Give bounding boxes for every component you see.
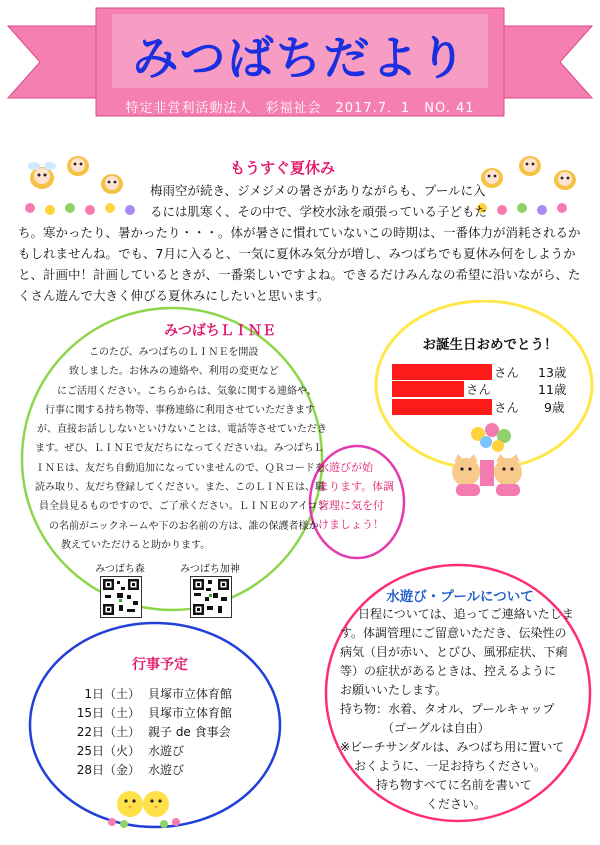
events-title: 行事予定: [132, 657, 188, 673]
water-play-note: [318, 458, 400, 534]
birthday-suffix: さん: [494, 400, 520, 415]
pool-line: 等）の症状があるときは、控えるように: [340, 664, 557, 678]
event-date: 15日（土）: [76, 706, 140, 720]
pool-line: す。体調管理にご留意いただき、伝染性の: [340, 626, 567, 640]
redacted-name: [392, 381, 464, 397]
summer-line: 梅雨空が続き、ジメジメの暑さがありながらも、プールに入: [150, 183, 486, 198]
line-body-line: の名前がニックネームや下のお名前の方は、誰の保護者様か: [49, 520, 319, 532]
pool-line: 日程については、追ってご連絡いたしま: [358, 607, 574, 621]
event-name: 水遊び: [148, 744, 185, 758]
pool-line: おくように、一足お持ちください。: [354, 759, 547, 773]
newsletter-title: みつばちだより: [132, 31, 468, 85]
pool-line: ください。: [426, 797, 487, 811]
qr-code-mori[interactable]: [100, 576, 142, 618]
pool-line: ※ビーチサンダルは、みつばち用に置いて: [340, 740, 565, 754]
birthday-title: お誕生日おめでとう！: [422, 337, 558, 353]
event-date: 25日（火）: [76, 744, 140, 758]
water-note-line: 水遊びが始: [318, 461, 373, 474]
redacted-name: [392, 364, 492, 380]
birthday-suffix: さん: [494, 365, 520, 380]
birthday-age: 13歳: [538, 365, 567, 380]
line-section-body: [35, 343, 328, 555]
water-note-line: まります。体調: [318, 480, 395, 493]
summer-line: もしれませんね。でも、7月に入ると、一気に夏休み気分が増し、みつばちでも夏休み何をしようか: [18, 246, 576, 261]
line-body-line: 読み取り、友だち登録してください。また、このＬＩＮＥは、職: [35, 482, 325, 494]
event-date: 28日（金）: [76, 763, 140, 777]
redacted-name: [392, 399, 492, 415]
line-body-line: 教えていただけると助かります。: [61, 539, 211, 551]
line-body-line: このたび、みつばちのＬＩＮＥを開設: [89, 347, 259, 358]
line-body-line: ます。ぜひ、ＬＩＮＥで友だちになってくださいね。みつばちＬ: [35, 443, 324, 455]
newsletter-subtitle: 特定非営利活動法人 彩福祉会 2017.7．1 NO. 41: [125, 101, 475, 116]
water-note-line: けましょう！: [318, 518, 384, 531]
chicks-illustration: [104, 780, 184, 830]
birthday-age: 9歳: [544, 400, 565, 415]
bee-flower-illustration-right: [470, 148, 585, 220]
birthday-age: 11歳: [538, 382, 567, 397]
line-body-line: ＩＮＥは、友だち自動追加になっていませんので、ＱＲコードを: [35, 462, 325, 474]
line-body-line: 行事に関する持ち物等、事務連絡に利用させていただきます: [45, 404, 315, 416]
line-body-line: が、直接お話ししないといけないことは、電話等させていただき: [37, 424, 327, 436]
event-name: 水遊び: [148, 763, 185, 777]
event-name: 親子 de 食事会: [148, 725, 231, 739]
pool-line: 病気（目が赤い、とびひ、風邪症状、下痢: [340, 645, 568, 659]
water-note-line: 管理に気を付: [318, 499, 384, 512]
event-date: 22日（土）: [76, 725, 140, 739]
event-name: 貝塚市立体育館: [148, 687, 233, 701]
summer-line: るには肌寒く、その中で、学校水泳を頑張っている子どもた: [150, 204, 488, 219]
summer-line: ち。寒かったり、暑かったり・・・。体が暑さに慣れていないこの時期は、一番体力が消耗されるか: [18, 225, 581, 240]
bee-flower-illustration-left: [20, 148, 150, 220]
summer-line: と、計画中！計画しているときが、一番楽しいですよね。できるだけみんなの希望に沿いながら、た: [18, 267, 581, 282]
pool-line: （ゴーグルは自由）: [382, 721, 490, 735]
line-body-line: 員全員見るものですので、ご了承ください。ＬＩＮＥのアイコン: [39, 501, 328, 513]
qr-label-kagami: みつばち加神: [180, 564, 240, 575]
qr-code-kagami[interactable]: [190, 576, 232, 618]
event-date: 1日（土）: [84, 687, 140, 701]
pool-line: 持ち物すべてに名前を書いて: [376, 778, 532, 792]
pool-line: 持ち物：水着、タオル、プールキャップ: [340, 702, 555, 716]
line-body-line: にご活用ください。こちらからは、気象に関する連絡や、: [57, 385, 317, 397]
pool-title: 水遊び・プールについて: [386, 589, 534, 605]
summer-line: くさん遊んで大きく伸びる夏休みにしたいと思います。: [18, 288, 330, 303]
summer-heading: もうすぐ夏休み: [230, 159, 336, 177]
cat-bouquet-illustration: [448, 420, 528, 500]
line-body-line: 致しました。お休みの連絡や、利用の変更など: [69, 366, 279, 378]
line-section-title: みつばちＬＩＮＥ: [164, 323, 276, 339]
event-name: 貝塚市立体育館: [148, 706, 233, 720]
birthday-suffix: さん: [466, 382, 492, 397]
pool-line: お願いいたします。: [340, 683, 448, 697]
qr-label-mori: みつばち森: [95, 564, 145, 575]
